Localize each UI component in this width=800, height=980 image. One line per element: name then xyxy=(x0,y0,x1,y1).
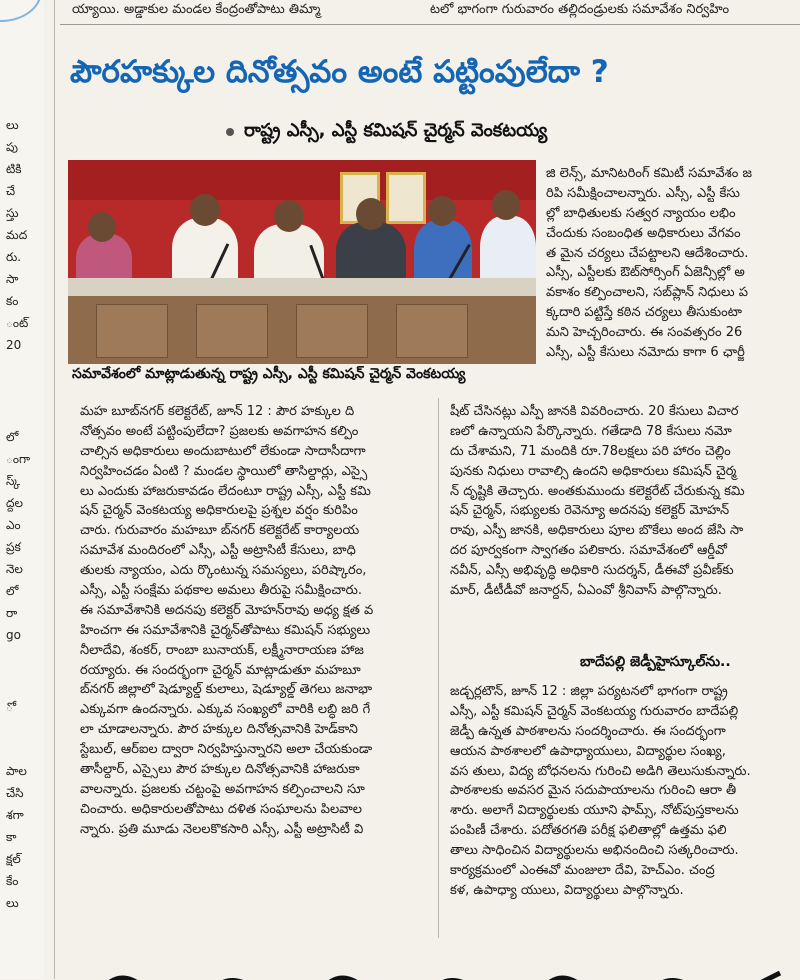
text-line: తాలు సాధించిన విద్యార్థులను అభినందించి సత్కరించారు. xyxy=(450,843,739,859)
neighbor-text-fragment: స్తు xyxy=(6,206,19,220)
column-divider xyxy=(438,398,439,938)
portrait-frame xyxy=(386,172,426,224)
text-line: వస తులు, విద్య బోధనలను గురించి అడిగి తెలుసుకున్నారు. xyxy=(450,763,751,779)
photo-caption: సమావేశంలో మాట్లాడుతున్న రాష్ట్ర ఎస్సీ, ఎస్టీ కమిషన్ చైర్మన్ వెంకటయ్య xyxy=(72,366,466,382)
text-line: చేందుకు సంబంధిత అధికారులు వేగవం xyxy=(546,225,741,241)
neighbor-text-fragment: 20 xyxy=(6,338,22,352)
text-line: బ్‌నగర్ జిల్లాలో షెడ్యూల్డ్ కులాలు, షెడ్యూల్డ్ తెగలు జనాభా xyxy=(80,682,373,698)
text-line: స్టేబుల్, ఆర్‌ఐల ద్వారా నిర్వహిస్తున్నారని అలా చేయకుండా xyxy=(80,742,373,758)
text-line: రిపి సమీక్షించాలన్నారు. ఎస్సీ, ఎస్టీ కేసు xyxy=(546,185,740,201)
neighbor-text-fragment: go xyxy=(6,628,21,642)
left-neighbor-column xyxy=(0,0,44,979)
text-line: ల్లో బాధితులకు సత్వర న్యాయం లభిం xyxy=(546,205,736,221)
text-line: చించారు. అధికారులతోపాటు దళిత సంఘాలను పిలవాల xyxy=(80,801,363,817)
top-divider xyxy=(60,24,800,25)
next-headline-fragment xyxy=(90,958,790,980)
text-line: మహ బూబ్‌నగర్ కలెక్టరేట్, జూన్ 12 : పౌర హక్కుల ది xyxy=(80,404,355,419)
neighbor-text-fragment: రా xyxy=(6,606,18,620)
neighbor-text-fragment: ంగా xyxy=(6,452,31,466)
text-line: లా చూడాలన్నారు. పౌర హక్కుల దినోత్సవానికి హెడ్‌కాని xyxy=(80,722,358,738)
text-line: మని హెచ్చరించారు. ఈ సంవత్సరం 26 xyxy=(546,325,743,341)
text-line: న్ దృష్టికి తెచ్చారు. అంతకుముందు కలెక్టరేట్ చేరుకున్న కమి xyxy=(450,483,745,499)
text-line: క్కదారి పట్టిస్తే కఠిన చర్యలు తీసుకుంటా xyxy=(546,305,742,321)
neighbor-text-fragment: సా xyxy=(6,272,19,286)
text-line: నవీన్, ఎస్సీ అభివృద్ధి అధికారి సుదర్శన్, డీఈవో ప్రవీణ్‌కు xyxy=(450,563,734,579)
text-line: పాఠశాలకు అవసర మైన సదుపాయాలను గురించి ఆరా తీ xyxy=(450,783,737,799)
text-line: ణలో ఉన్నాయని పేర్కొన్నారు. గతేడాది 78 కేసులు నమో xyxy=(450,423,732,439)
text-line: కార్యక్రమంలో ఎంఈవో మంజులా దేవి, హెచ్‌ఎం. చంద్ర xyxy=(450,863,715,879)
text-line: లు ఎందుకు హాజరుకావడం లేదంటూ రాష్ట్ర ఎస్సీ, ఎస్టీ కమి xyxy=(80,483,371,499)
text-line: చాల్సిన అధికారులు అందుబాటులో లేకుండా సాదాసీదాగా xyxy=(80,443,366,459)
meeting-photo xyxy=(68,160,536,364)
neighbor-text-fragment: స్క్ xyxy=(6,474,21,488)
text-line: ఆయన పాఠశాలలో ఉపాధ్యాయులు, విద్యార్థుల సంఖ్య, xyxy=(450,743,726,759)
right-top-column xyxy=(546,164,752,363)
neighbor-text-fragment: పాల xyxy=(6,764,27,778)
text-line: షన్ చైర్మన్, సభ్యులకు రెవెన్యూ అదనపు కలెక్టర్ మోహన్ xyxy=(450,503,730,519)
text-line: న్నారు. ప్రతి మూడు నెలలకొకసారి ఎస్సీ, ఎస్టీ అట్రాసిటీ వి xyxy=(80,821,364,837)
right-bottom-column xyxy=(450,682,751,901)
text-line: నీలాదేవి, శంకర్, రాంబా బునాయక్, లక్ష్మీనారాయణ హాజ xyxy=(80,642,364,658)
neighbor-text-fragment: చే xyxy=(6,184,16,198)
next-headline-glyphs xyxy=(90,963,790,980)
neighbor-text-fragment: ో xyxy=(6,700,13,714)
text-line: దు చేశామని, 71 మందికి రూ.78లక్షలు పరి హారం చెల్లిం xyxy=(450,443,731,459)
article-subhead: రాష్ట్ర ఎస్సీ, ఎస్టీ కమిషన్ చైర్మన్ వెంకటయ్య xyxy=(244,120,548,141)
text-line: షన్ చైర్మన్ వెంకటయ్య అధికారులపై ప్రశ్నల వర్షం కురిపిం xyxy=(80,503,358,519)
top-snippet-right: టలో భాగంగా గురువారం తల్లిదండ్రులకు సమావేశం నిర్వహిం xyxy=(430,2,730,17)
text-line: కళ, ఉపాధ్యా యులు, విద్యార్థులు పాల్గొన్నారు. xyxy=(450,882,684,898)
text-line: షీట్ చేసినట్లు ఎస్పీ జానకి వివరించారు. 20 కేసులు విచార xyxy=(450,404,739,419)
text-line: దర పూర్వకంగా స్వాగతం పలికారు. సమావేశంలో ఆర్డీవో xyxy=(450,543,727,559)
article-headline: పౌరహక్కుల దినోత్సవం అంటే పట్టింపులేదా ? xyxy=(70,54,609,90)
neighbor-text-fragment: ప్రక xyxy=(6,540,21,554)
bullet-icon xyxy=(226,128,234,136)
text-line: జెడ్పీ ఉన్నత పాఠశాలను సందర్శించారు. ఈ సందర్భంగా xyxy=(450,723,726,739)
neighbor-text-fragment: చేసి xyxy=(6,786,24,800)
text-line: వకాశం కల్పించాలని, సబ్‌ప్లాన్ నిధులు ప xyxy=(546,285,749,301)
neighbor-text-fragment: లో xyxy=(6,584,19,598)
text-line: మార్, డీటీడీవో జనార్దన్, ఏఎంవో శ్రీనివాస్ పాల్గొన్నారు. xyxy=(450,583,722,599)
neighbor-text-fragment: కం xyxy=(6,294,19,308)
neighbor-text-fragment: కేం xyxy=(6,874,19,888)
section-subhead: బాదేపల్లి జెడ్పీహైస్కూల్‌ను.. xyxy=(580,654,731,670)
text-line: జడ్చర్లటౌన్, జూన్ 12 : జిల్లా పర్యటనలో భాగంగా రాష్ట్ర xyxy=(450,684,728,699)
text-line: హించగా ఈ సమావేశానికి చైర్మన్‌తోపాటు కమిషన్ సభ్యులు xyxy=(80,622,371,638)
text-line: రయ్యారు. ఈ సందర్భంగా చైర్మన్ మాట్లాడుతూ మహబూ xyxy=(80,662,361,678)
text-line: శారు. అలాగే విద్యార్థులకు యూని ఫామ్స్, నోట్‌పుస్తకాలను xyxy=(450,803,739,819)
text-line: పునకు నిధులు రావాల్సి ఉందని అధికారులు కమిషన్ చైర్మ xyxy=(450,463,737,479)
text-line: తులకు న్యాయం, ఎదు ర్కొంటున్న సమస్యలు, పరిష్కారం, xyxy=(80,563,367,579)
text-line: జి లెన్స్, మానిటరింగ్ కమిటీ సమావేశం జ xyxy=(546,166,752,181)
text-line: ఈ సమావేశానికి అదనపు కలెక్టర్ మోహన్‌రావు అధ్య క్షత వ xyxy=(80,602,374,618)
neighbor-text-fragment: మద xyxy=(6,228,28,242)
top-snippet-left: య్యాయి. అడ్డాకుల మండల కేంద్రంతోపాటు తిమ్మా xyxy=(72,2,321,17)
left-text-column xyxy=(80,402,373,840)
neighbor-text-fragment: రు. xyxy=(6,250,22,264)
text-line: రావు, ఎస్పీ జానకి, అధికారులు పూల బొకేలు అంద జేసి సా xyxy=(450,523,744,539)
text-line: నోత్సవం అంటే పట్టింపులేదా? ప్రజలకు అవగాహన కల్పిం xyxy=(80,423,359,439)
neighbor-text-fragment: లు xyxy=(6,896,19,910)
text-line: ఎస్సీ, ఎస్టీ కేసులు నమోదు కాగా 6 ఛార్జీ xyxy=(546,345,745,361)
text-line: త మైన చర్యలు చేపట్టాలని ఆదేశించారు. xyxy=(546,245,749,261)
neighbor-text-fragment: కా xyxy=(6,830,17,844)
text-line: ఎస్సీ, ఎస్టీలకు ఔట్‌సోర్సింగ్ ఏజెన్సీల్లో అ xyxy=(546,265,745,281)
neighbor-text-fragment: లో xyxy=(6,430,19,444)
text-line: సమావేశ మందిరంలో ఎస్సీ, ఎస్టీ అట్రాసిటీ కేసులు, బాధి xyxy=(80,543,356,559)
right-mid-column xyxy=(450,402,745,601)
text-line: చారు. గురువారం మహబూ బ్‌నగర్ కలెక్టరేట్ కార్యాలయ xyxy=(80,523,360,539)
text-line: ఎస్సీ, ఎస్టీ కమిషన్ చైర్మన్ వెంకటయ్య గురువారం బాదేపల్లి xyxy=(450,703,739,719)
neighbor-text-fragment: ద్దల xyxy=(6,496,23,510)
text-line: తాసీల్దార్, ఎస్సైలు పౌర హక్కుల దినోత్సవానికి హాజరుకా xyxy=(80,762,360,778)
neighbor-text-fragment: పు xyxy=(6,140,18,154)
neighbor-text-fragment: శగా xyxy=(6,808,24,822)
neighbor-text-fragment: లు xyxy=(6,118,19,132)
text-line: ఎస్సీ, ఎస్టీ సంక్షేమ పథకాల అమలు తీరుపై సమీక్షించారు. xyxy=(80,583,362,599)
text-line: పంపిణీ చేశారు. పదోతరగతి పరీక్ష ఫలితాల్లో ఉత్తమ ఫలి xyxy=(450,823,727,839)
text-line: వాలన్నారు. ప్రజలకు చట్టంపై అవగాహన కల్పించాలని సూ xyxy=(80,781,365,797)
text-line: ఎక్కువగా ఉందన్నారు. ఎక్కువ సంఖ్యలో వారికి లబ్ధి జరి గే xyxy=(80,702,371,718)
column-divider xyxy=(54,0,55,979)
neighbor-text-fragment: టికి xyxy=(6,162,22,176)
text-line: నిర్వహించడం ఏంటి ? మండల స్థాయిలో తాసిల్దార్లు, ఎస్సై xyxy=(80,463,368,479)
neighbor-text-fragment: ఎం xyxy=(6,518,21,532)
neighbor-text-fragment: నెల xyxy=(6,562,23,576)
neighbor-text-fragment: క్షల్ xyxy=(6,852,21,866)
neighbor-text-fragment: ంట్ xyxy=(6,316,29,330)
